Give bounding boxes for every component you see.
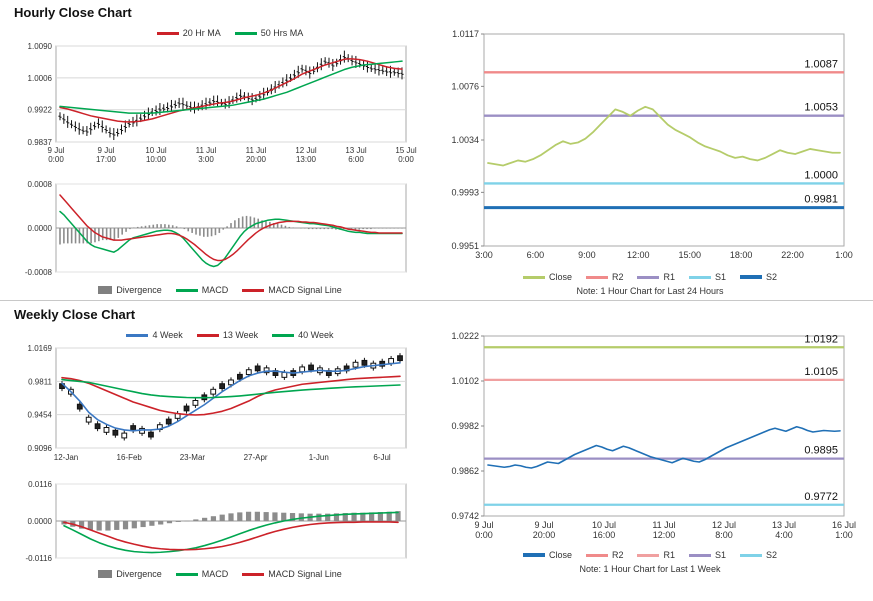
legend-label: R1 [663,550,675,560]
svg-text:1.0169: 1.0169 [27,344,52,353]
svg-text:22:00: 22:00 [781,250,804,260]
svg-text:0.9862: 0.9862 [451,466,479,476]
svg-text:6-Jul: 6-Jul [373,453,391,462]
svg-text:13:00: 13:00 [295,155,317,164]
legend-label: 13 Week [222,330,259,340]
legend-swatch [98,286,112,294]
legend-hourly-levels [440,272,860,282]
svg-text:8:00: 8:00 [715,530,733,540]
legend-swatch [637,554,659,557]
legend-item[interactable] [242,285,342,295]
legend-label: MACD [201,569,229,579]
legend-item[interactable] [197,330,258,340]
weekly-section-title [14,306,135,324]
legend-label: S2 [766,272,778,282]
legend-swatch [157,32,179,35]
svg-text:12 Jul: 12 Jul [295,146,317,155]
legend-label: R2 [611,550,624,560]
weekly-macd-chart [8,478,420,568]
section-divider [0,300,873,301]
svg-text:0.9837: 0.9837 [27,138,52,147]
legend-label: Divergence [116,569,162,579]
legend-label: MACD Signal Line [268,285,342,295]
svg-text:16:00: 16:00 [592,530,616,540]
weekly-macd-legend [20,569,420,579]
svg-text:13 Jul: 13 Jul [345,146,367,155]
legend-weekly-price [30,330,430,340]
legend-swatch [242,573,264,576]
legend-hourly-price [30,28,430,38]
svg-text:15:00: 15:00 [678,250,701,260]
svg-text:0.9981: 0.9981 [804,193,838,206]
svg-text:1.0053: 1.0053 [804,101,838,114]
svg-text:1:00: 1:00 [835,250,853,260]
svg-text:0.9895: 0.9895 [804,444,838,457]
legend-item[interactable] [176,285,229,295]
svg-text:1:00: 1:00 [835,530,853,540]
legend-item[interactable] [98,285,162,295]
legend-swatch [637,276,659,279]
hourly-price-plot [8,40,420,170]
svg-text:0.9811: 0.9811 [28,377,52,387]
weekly-levels-plot [432,330,862,545]
legend-label: 20 Hr MA [182,28,221,38]
legend-label: S1 [715,272,727,282]
svg-text:12 Jul: 12 Jul [711,520,737,530]
svg-text:-0.0008: -0.0008 [24,268,52,277]
hourly-macd-legend [20,285,420,295]
svg-text:0.9993: 0.9993 [451,187,479,198]
legend-label: 4 Week [152,330,183,340]
svg-text:0:00: 0:00 [475,530,493,540]
svg-text:20:00: 20:00 [532,530,556,540]
svg-text:1-Jun: 1-Jun [308,453,329,462]
legend-swatch [586,554,608,557]
legend-item[interactable] [740,272,777,282]
svg-text:1.0006: 1.0006 [27,73,52,83]
svg-text:10 Jul: 10 Jul [145,146,167,155]
hourly-note: Note: 1 Hour Chart for Last 24 Hours [576,286,724,296]
svg-text:13 Jul: 13 Jul [771,520,797,530]
svg-text:0.0000: 0.0000 [27,517,52,526]
svg-text:0.0000: 0.0000 [27,224,52,233]
legend-item[interactable] [689,550,726,560]
svg-text:0.9951: 0.9951 [451,241,479,251]
legend-item[interactable] [523,550,572,560]
legend-weekly-levels [440,550,860,560]
legend-label: Divergence [116,285,162,295]
legend-label: 50 Hrs MA [260,28,304,38]
legend-label: S1 [715,550,727,560]
svg-text:1.0222: 1.0222 [451,331,479,341]
legend-swatch [176,573,198,576]
svg-text:1.0192: 1.0192 [804,333,838,346]
legend-swatch [98,570,112,578]
svg-text:9 Jul: 9 Jul [474,520,494,530]
svg-text:12:00: 12:00 [627,250,650,260]
legend-swatch [740,554,762,557]
svg-text:9:00: 9:00 [578,250,596,260]
hourly-levels-plot [432,28,862,268]
legend-label: 40 Week [298,330,334,340]
hourly-section-title [14,4,132,22]
legend-swatch [242,289,264,292]
svg-text:17:00: 17:00 [95,155,117,164]
legend-item[interactable] [637,272,675,282]
svg-text:12-Jan: 12-Jan [53,453,79,462]
hourly-price-legend [30,28,430,38]
weekly-levels-chart [432,330,862,545]
svg-text:16-Feb: 16-Feb [116,453,142,462]
legend-swatch [523,276,545,279]
hourly-macd-plot [8,178,420,288]
legend-swatch [197,334,219,337]
svg-text:1.0000: 1.0000 [804,169,838,182]
legend-swatch [740,275,762,279]
legend-hourly-macd [20,285,420,295]
svg-text:1.0105: 1.0105 [804,365,838,378]
svg-text:18:00: 18:00 [729,250,753,260]
legend-label: Close [548,272,572,282]
weekly-levels-legend [440,550,860,574]
svg-text:0.9982: 0.9982 [451,421,479,431]
legend-label: S2 [766,550,778,560]
svg-text:9 Jul: 9 Jul [534,520,554,530]
legend-item[interactable] [126,330,182,340]
legend-label: R1 [663,272,675,282]
hourly-levels-chart [432,28,862,268]
svg-text:3:00: 3:00 [475,250,493,260]
svg-text:0.9922: 0.9922 [27,105,52,115]
svg-text:0.9742: 0.9742 [451,511,479,521]
weekly-price-plot [8,342,420,474]
svg-text:11 Jul: 11 Jul [652,520,676,530]
legend-weekly-macd [20,569,420,579]
legend-item[interactable] [637,550,675,560]
svg-text:1.0076: 1.0076 [451,81,479,92]
legend-swatch [689,276,711,279]
weekly-macd-plot [8,478,420,568]
svg-text:0:00: 0:00 [48,155,64,164]
legend-label: Close [548,550,572,560]
svg-text:1.0102: 1.0102 [451,376,479,386]
svg-text:27-Apr: 27-Apr [243,453,268,462]
legend-label: MACD [201,285,229,295]
legend-swatch [689,554,711,557]
svg-text:0.9096: 0.9096 [27,444,52,453]
hourly-price-chart [8,40,420,170]
legend-label: R2 [611,272,624,282]
svg-text:9 Jul: 9 Jul [47,146,65,155]
svg-text:20:00: 20:00 [245,155,267,164]
legend-item[interactable] [272,330,333,340]
weekly-price-chart [8,342,420,474]
svg-text:0.0008: 0.0008 [27,180,52,189]
svg-text:6:00: 6:00 [348,155,364,164]
svg-text:1.0034: 1.0034 [451,135,479,145]
svg-text:9 Jul: 9 Jul [97,146,115,155]
legend-item[interactable] [586,272,624,282]
page-title: Hourly Close Chart [14,5,132,20]
svg-text:1.0090: 1.0090 [27,42,52,51]
legend-item[interactable] [157,28,221,38]
svg-text:3:00: 3:00 [198,155,214,164]
legend-swatch [176,289,198,292]
hourly-levels-legend [440,272,860,296]
legend-swatch [235,32,257,35]
legend-item[interactable] [586,550,624,560]
svg-text:4:00: 4:00 [775,530,793,540]
page-title-weekly: Weekly Close Chart [14,307,136,322]
legend-item[interactable] [740,550,777,560]
svg-text:0.9454: 0.9454 [27,410,52,420]
svg-text:0.9772: 0.9772 [804,490,838,503]
svg-text:23-Mar: 23-Mar [179,453,206,462]
svg-text:10:00: 10:00 [145,155,167,164]
svg-text:15 Jul: 15 Jul [395,146,417,155]
svg-text:0.0116: 0.0116 [28,480,52,489]
legend-label: MACD Signal Line [268,569,342,579]
legend-item[interactable] [235,28,304,38]
svg-text:10 Jul: 10 Jul [591,520,617,530]
legend-swatch [272,334,294,337]
svg-text:11 Jul: 11 Jul [245,146,267,155]
svg-text:-0.0116: -0.0116 [25,554,52,563]
legend-item[interactable] [98,569,162,579]
legend-item[interactable] [689,272,726,282]
svg-text:1.0117: 1.0117 [452,29,479,39]
legend-item[interactable] [176,569,229,579]
weekly-price-legend [30,330,430,340]
legend-swatch [126,334,148,337]
hourly-macd-chart [8,178,420,288]
legend-swatch [523,553,545,557]
legend-item[interactable] [242,569,342,579]
legend-swatch [586,276,608,279]
svg-text:0:00: 0:00 [398,155,414,164]
svg-text:11 Jul: 11 Jul [195,146,217,155]
legend-item[interactable] [523,272,572,282]
svg-text:1.0087: 1.0087 [804,58,838,71]
svg-text:12:00: 12:00 [652,530,676,540]
weekly-note: Note: 1 Hour Chart for Last 1 Week [579,564,721,574]
svg-text:6:00: 6:00 [526,250,545,260]
svg-text:16 Jul: 16 Jul [831,520,857,530]
